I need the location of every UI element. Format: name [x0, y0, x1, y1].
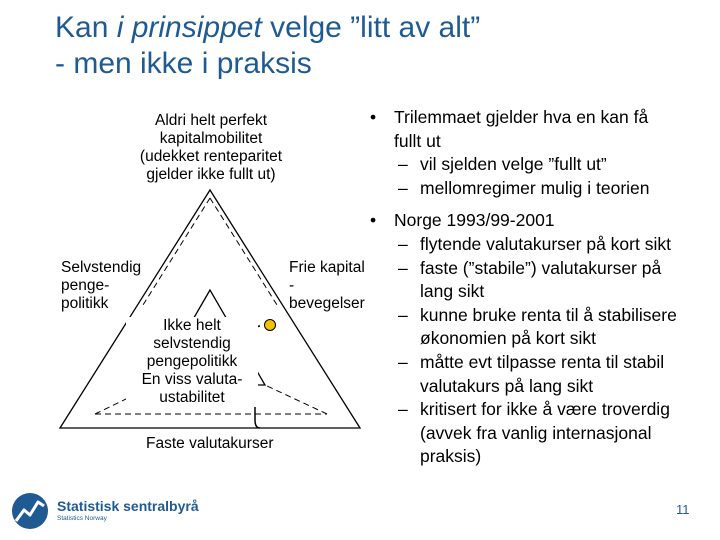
sub-bullet-marker: –: [398, 399, 408, 420]
sub-bullet-item: [370, 351, 677, 398]
top-label: [118, 112, 304, 184]
title-post: velge ”litt av alt”: [261, 11, 481, 44]
sub-bullet-marker: –: [398, 233, 408, 254]
sub-bullet-item: [370, 304, 677, 351]
left-label-line: politikk: [61, 295, 109, 312]
bullet-line: Norge 1993/99-2001: [394, 210, 555, 231]
top-label-line: kapitalmobilitet: [159, 130, 263, 147]
bottom-label: Faste valutakurser: [146, 435, 274, 452]
sub-bullet-item: [370, 257, 677, 304]
sub-bullet-line: kunne bruke renta til å stabilisere: [420, 304, 677, 325]
bullet-marker: •: [370, 210, 377, 231]
sub-bullet-line: vil sjelden velge ”fullt ut”: [420, 154, 607, 175]
sub-bullet-line: måtte evt tilpasse renta til stabil: [420, 351, 665, 372]
top-label-line: Aldri helt perfekt: [155, 112, 267, 129]
sub-bullet-line: kritisert for ikke å være troverdig: [420, 399, 670, 420]
sub-bullet-marker: –: [398, 177, 408, 198]
inner-label-line: pengepolitikk: [146, 353, 238, 370]
title-pre: Kan: [55, 11, 117, 44]
sub-bullet-line: valutakurs på lang sikt: [420, 375, 594, 396]
sub-bullet-line: faste (”stabile”) valutakurser på: [420, 257, 662, 278]
sub-bullet-item: [370, 398, 677, 469]
inner-label-line: Ikke helt: [163, 317, 221, 334]
sub-bullet-marker: –: [398, 351, 408, 372]
right-label: [289, 259, 365, 313]
bullet-marker: •: [370, 107, 377, 127]
inner-label: [126, 317, 258, 407]
inner-label-line: ustabilitet: [159, 389, 225, 406]
title-italic: i prinsippet: [116, 11, 262, 44]
sub-bullet-line: lang sikt: [420, 281, 485, 302]
inner-label-line: selvstendig: [153, 335, 231, 352]
sub-bullet-item: [370, 233, 677, 257]
left-label: [61, 259, 141, 313]
sub-bullet-line: økonomien på kort sikt: [420, 328, 597, 349]
sub-bullet-marker: –: [398, 154, 408, 175]
sub-bullet-line: flytende valutakurser på kort sikt: [420, 233, 671, 254]
sub-bullet-line: mellomregimer mulig i teorien: [420, 177, 650, 198]
logo-name: Statistisk sentralbyrå: [57, 498, 199, 514]
sub-bullet-line: praksis): [420, 446, 482, 467]
left-label-line: penge-: [61, 277, 110, 294]
bullet-list: [370, 106, 677, 469]
right-label-line: bevegelser: [289, 295, 365, 312]
page-number: 11: [676, 502, 690, 517]
top-label-line: gjelder ikke fullt ut): [146, 166, 276, 183]
bullet-item: [370, 209, 677, 233]
right-label-line: Frie kapital: [289, 259, 365, 276]
top-label-line: (udekket renteparitet: [139, 148, 283, 165]
sub-bullet-marker: –: [398, 304, 408, 325]
bullet-line: Trilemmaet gjelder hva en kan få: [394, 107, 649, 127]
bullet-line: fullt ut: [394, 130, 441, 151]
right-label-line: -: [289, 277, 295, 294]
sub-bullet-item: [370, 153, 677, 177]
logo-subtitle: Statistics Norway: [57, 515, 107, 522]
regime-point-marker: [265, 320, 276, 331]
inner-label-line: En viss valuta-: [141, 371, 243, 388]
sub-bullet-item: [370, 177, 677, 201]
sub-bullet-marker: –: [398, 257, 408, 278]
title-line-2: - men ikke i praksis: [55, 47, 312, 80]
bullet-item: [370, 106, 677, 153]
sub-bullet-line: (avvek fra vanlig internasjonal: [420, 422, 652, 443]
ssb-logo-icon: [8, 490, 52, 532]
left-label-line: Selvstendig: [61, 259, 142, 276]
